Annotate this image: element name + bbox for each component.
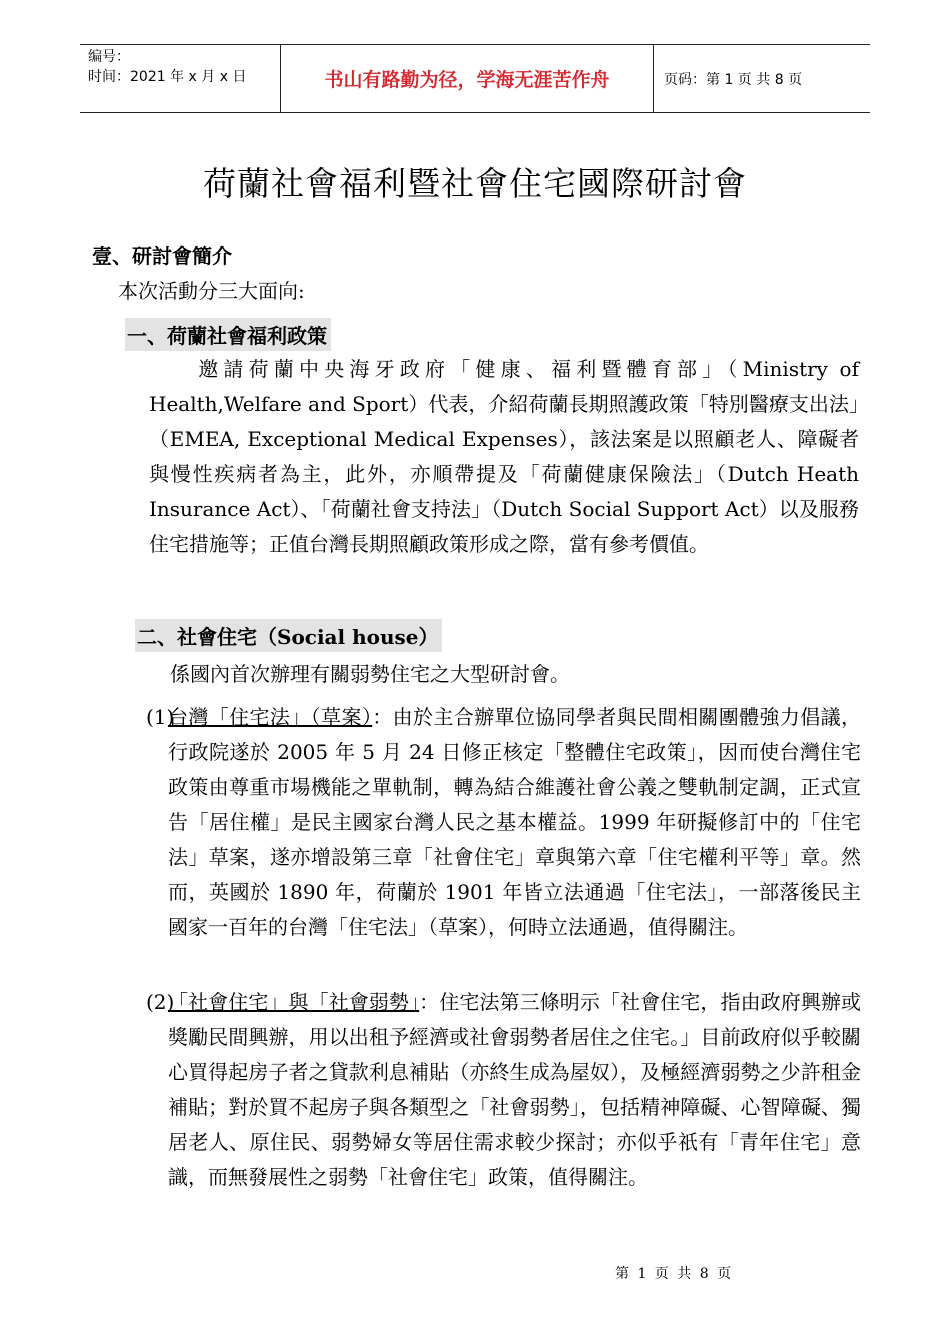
- section-heading-main: 壹、研討會簡介: [92, 244, 232, 268]
- housing-intro: 係國內首次辦理有關弱勢住宅之大型研討會。: [170, 662, 570, 686]
- section-heading-welfare: 一、荷蘭社會福利政策: [125, 318, 331, 351]
- page-footer: 第 1 页 共 8 页: [615, 1266, 734, 1282]
- document-title: 荷蘭社會福利暨社會住宅國際研討會: [203, 164, 747, 203]
- list-item-topic: 「社會住宅」與「社會弱勢」: [168, 990, 420, 1014]
- list-item-topic: 台灣「住宅法」（草案）: [168, 705, 373, 729]
- list-item-label: (2): [146, 990, 175, 1014]
- number-label: 编号：: [88, 49, 130, 65]
- list-item: [146, 985, 861, 1195]
- welfare-paragraph-text: 邀請荷蘭中央海牙政府「健康、福利暨體育部」（Ministry of Health,Welfare and Sport）代表，介紹荷蘭長期照護政策「特別醫療支出法」（EMEA, Exceptional Medical Expenses），該法案是以照顧老人、障礙者與慢性疾病者為主，此外，亦順帶提及「荷蘭健康保險法」（Dutch Heath Insurance Act）、「荷蘭社會支持法」（Dutch Social Support Act）以及服務住宅措施等；正值台灣長期照顧政策形成之際，當有參考價值。: [149, 357, 859, 556]
- list-item-text: ：由於主合辦單位協同學者與民間相關團體強力倡議，行政院遂於 2005 年 5 月 24 日修正核定「整體住宅政策」，因而使台灣住宅政策由尊重市場機能之單軌制，轉為結合維護社會公義之雙軌制定調，正式宣告「居住權」是民主國家台灣人民之基本權益。1999 年研擬修訂中的「住宅法」草案，遂亦增設第三章「社會住宅」章與第六章「住宅權利平等」章。然而，英國於 1890 年，荷蘭於 1901 年皆立法通過「住宅法」，一部落後民主國家一百年的台灣「住宅法」（草案），何時立法通過，值得關注。: [168, 705, 862, 939]
- list-item: [146, 700, 861, 945]
- header-meta-cell: [80, 45, 281, 112]
- list-item-text: ：住宅法第三條明示「社會住宅，指由政府興辦或獎勵民間興辦，用以出租予經濟或社會弱勢者居住之住宅。」目前政府似乎較關心買得起房子者之貸款利息補貼（亦終生成為屋奴），及極經濟弱勢之少許租金補貼；對於買不起房子與各類型之「社會弱勢」，包括精神障礙、心智障礙、獨居老人、原住民、弱勢婦女等居住需求較少探討；亦似乎祇有「青年住宅」意識，而無發展性之弱勢「社會住宅」政策，值得關注。: [168, 990, 862, 1189]
- section-heading-housing: 二、社會住宅（Social house）: [135, 619, 442, 652]
- intro-text: 本次活動分三大面向:: [118, 279, 305, 303]
- header-motto: 书山有路勤为径，学海无涯苦作舟: [281, 45, 654, 112]
- header-table: [80, 44, 870, 113]
- header-page-info: 页码：第 1 页 共 8 页: [664, 71, 803, 88]
- list-item-label: (1): [146, 705, 175, 729]
- date-label: 时间：2021 年 x 月 x 日: [88, 69, 247, 85]
- welfare-paragraph: [149, 352, 859, 562]
